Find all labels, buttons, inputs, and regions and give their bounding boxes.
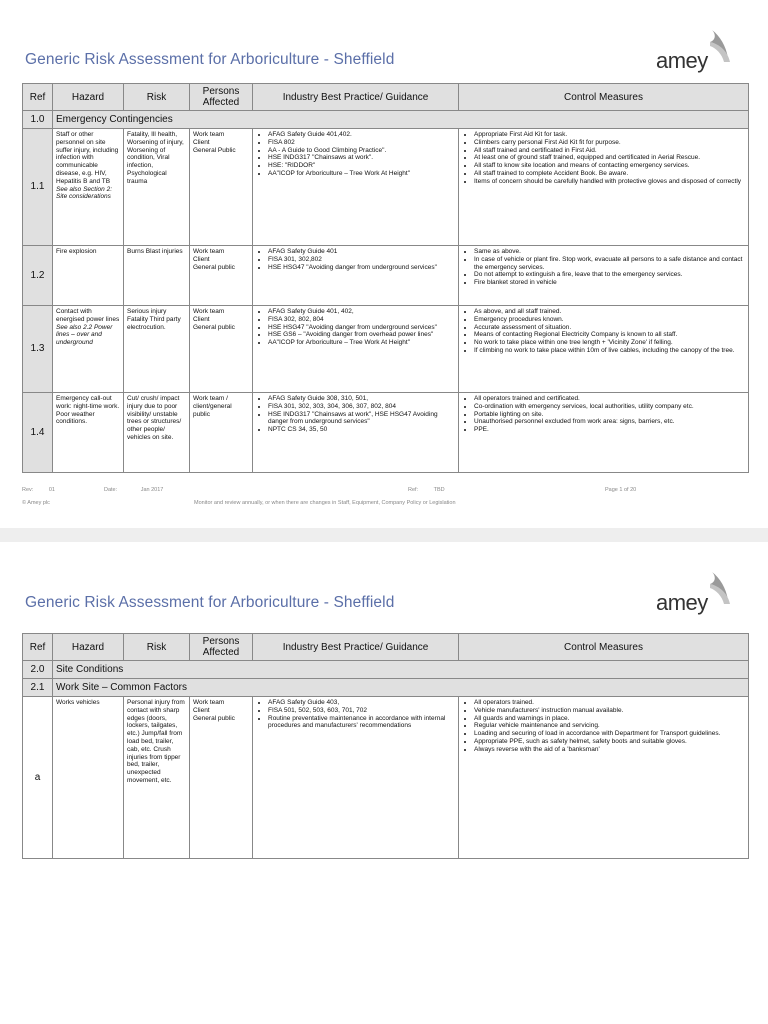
subsection-row (23, 679, 749, 697)
control-item: • No work to take place within one tree length + 'Vicinity Zone' if felling. (474, 339, 745, 347)
table-header-row (23, 84, 749, 111)
control-item: • Accurate assessment of situation. (474, 324, 745, 332)
control-item: • In case of vehicle or plant fire. Stop work, evacuate all persons to a safe distance and contact the emergency services. (474, 256, 745, 272)
person-item: Work team (193, 248, 225, 255)
amey-logo (650, 22, 750, 82)
guidance-item: • FISA 802 (268, 139, 455, 147)
footer-ref-value: TBD (433, 487, 445, 493)
subsection-title: Work Site – Common Factors (53, 679, 749, 697)
document-page-2 (0, 550, 768, 1024)
control-item: • Portable lighting on site. (474, 411, 745, 419)
col-header-guidance: Industry Best Practice/ Guidance (253, 84, 459, 111)
section-title: Site Conditions (53, 661, 749, 679)
hazard-text: Fire explosion (56, 248, 97, 255)
person-item: Client (193, 315, 210, 323)
col-header-persons: Persons Affected (190, 634, 253, 661)
hazard-text: Emergency call-out work: night-time work. Poor weather conditions. (56, 395, 120, 426)
logo-wordmark: amey (656, 48, 708, 73)
page-title: Generic Risk Assessment for Arboriculture - Sheffield (25, 51, 395, 68)
section-ref: 1.0 (23, 111, 53, 129)
footer-rev-value: 01 (48, 487, 55, 493)
footer-rev (22, 487, 55, 493)
control-item: • Regular vehicle maintenance and servicing. (474, 722, 745, 730)
col-header-hazard: Hazard (53, 634, 124, 661)
person-item: Work team (193, 131, 225, 138)
person-item: Work team / client/general public (193, 395, 232, 418)
control-cell (459, 393, 749, 473)
guidance-item: • FISA 501, 502, 503, 603, 701, 702 (268, 707, 455, 715)
control-item: • Unauthorised personnel excluded from work area: signs, barriers, etc. (474, 418, 745, 426)
control-item: • Appropriate PPE, such as safety helmet, safety boots and suitable gloves. (474, 738, 745, 746)
person-item: Client (193, 255, 210, 263)
footer-page-number: Page 1 of 20 (605, 487, 637, 493)
control-item: • All operators trained and certificated. (474, 395, 745, 403)
risk-cell: Personal injury from contact with sharp edges (doors, lockers, tailgates, etc.) Jump/fall from load bed, trailer, cab, etc. Crush injuries from tipper bed, trailer, unexpected movement, etc. (124, 697, 190, 859)
person-item: Work team (193, 308, 225, 315)
footer-date (104, 487, 163, 493)
guidance-item: • AFAG Safety Guide 401, 402, (268, 308, 455, 316)
control-cell (459, 306, 749, 393)
control-item: • All staff to know site location and means of contacting emergency services. (474, 162, 745, 170)
amey-logo (650, 564, 750, 624)
guidance-cell (253, 697, 459, 859)
control-cell (459, 246, 749, 306)
section-row (23, 661, 749, 679)
control-item: • Vehicle manufacturers' instruction manual available. (474, 707, 745, 715)
control-item: • Emergency procedures known. (474, 316, 745, 324)
guidance-item: • FISA 301, 302, 303, 304, 306, 307, 802, 804 (268, 403, 455, 411)
guidance-item: • HSE GS6 – "Avoiding danger from overhead power lines" (268, 331, 455, 339)
col-header-ref: Ref (23, 84, 53, 111)
col-header-control: Control Measures (459, 84, 749, 111)
hazard-note: See also 2.2 Power lines – over and underground (56, 323, 113, 347)
control-item: • All guards and warnings in place. (474, 715, 745, 723)
person-item: Client (193, 138, 210, 146)
hazard-cell (53, 306, 124, 393)
page-title: Generic Risk Assessment for Arboriculture - Sheffield (25, 594, 395, 611)
footer-date-value: Jan 2017 (140, 487, 164, 493)
control-item: • Do not attempt to extinguish a fire, leave that to the emergency services. (474, 271, 745, 279)
control-item: • All staff trained and certificated in First Aid. (474, 147, 745, 155)
table-row (23, 306, 749, 393)
control-item: • Always reverse with the aid of a 'banksman' (474, 746, 745, 754)
table-header-row (23, 634, 749, 661)
guidance-item: • HSE INDG317 "Chainsaws at work", HSE HSG47 Avoiding danger from underground services" (268, 411, 455, 427)
footer-note: Monitor and review annually, or when there are changes in Staff, Equipment, Company Policy or Legislation (194, 500, 456, 506)
footer-ref (408, 487, 445, 493)
subsection-ref: 2.1 (23, 679, 53, 697)
col-header-control: Control Measures (459, 634, 749, 661)
person-item: General Public (193, 146, 236, 154)
col-header-risk: Risk (124, 84, 190, 111)
row-ref: 1.2 (23, 246, 53, 306)
hazard-note: See also Section 2: Site considerations (56, 185, 113, 201)
guidance-item: • AA"ICOP for Arboriculture – Tree Work At Height" (268, 170, 455, 178)
persons-cell (190, 129, 253, 246)
col-header-guidance: Industry Best Practice/ Guidance (253, 634, 459, 661)
guidance-cell (253, 246, 459, 306)
control-item: • PPE. (474, 426, 745, 434)
risk-cell: Serious injury Fatality Third party electrocution. (124, 306, 190, 393)
section-title: Emergency Contingencies (53, 111, 749, 129)
section-ref: 2.0 (23, 661, 53, 679)
col-header-hazard: Hazard (53, 84, 124, 111)
table-row (23, 129, 749, 246)
logo-wordmark: amey (656, 590, 708, 615)
guidance-item: • AA - A Guide to Good Climbing Practice". (268, 147, 455, 155)
control-item: • All operators trained. (474, 699, 745, 707)
guidance-item: • AFAG Safety Guide 401,402. (268, 131, 455, 139)
guidance-cell (253, 393, 459, 473)
risk-cell: Burns Blast injuries (124, 246, 190, 306)
control-item: • As above, and all staff trained. (474, 308, 745, 316)
row-ref: 1.3 (23, 306, 53, 393)
guidance-item: • Routine preventative maintenance in accordance with internal procedures and manufacturers' recommendations (268, 715, 455, 731)
risk-cell: Cut/ crush/ impact injury due to poor visibility/ unstable trees or structures/ other people/ vehicles on site. (124, 393, 190, 473)
person-item: Work team (193, 699, 225, 706)
persons-cell (190, 697, 253, 859)
guidance-item: • AFAG Safety Guide 403, (268, 699, 455, 707)
guidance-item: • FISA 302, 802, 804 (268, 316, 455, 324)
person-item: General public (193, 714, 235, 722)
guidance-cell (253, 306, 459, 393)
hazard-cell (53, 393, 124, 473)
hazard-cell (53, 129, 124, 246)
control-cell (459, 697, 749, 859)
guidance-item: • HSE: "RIDDOR" (268, 162, 455, 170)
guidance-cell (253, 129, 459, 246)
guidance-item: • HSE HSG47 "Avoiding danger from underground services" (268, 264, 455, 272)
guidance-item: • HSE HSG47 "Avoiding danger from underground services" (268, 324, 455, 332)
hazard-cell (53, 246, 124, 306)
table-row (23, 393, 749, 473)
row-ref: 1.1 (23, 129, 53, 246)
control-item: • Co-ordination with emergency services, local authorities, utility company etc. (474, 403, 745, 411)
control-item: • Climbers carry personal First Aid Kit fit for purpose. (474, 139, 745, 147)
col-header-ref: Ref (23, 634, 53, 661)
persons-cell (190, 393, 253, 473)
row-ref: a (23, 697, 53, 859)
page-separator (0, 528, 768, 542)
section-row (23, 111, 749, 129)
person-item: General public (193, 323, 235, 331)
control-item: • Appropriate First Aid Kit for task. (474, 131, 745, 139)
control-item: • All staff trained to complete Accident Book. Be aware. (474, 170, 745, 178)
guidance-item: • AFAG Safety Guide 401 (268, 248, 455, 256)
person-item: Client (193, 706, 210, 714)
row-ref: 1.4 (23, 393, 53, 473)
control-cell (459, 129, 749, 246)
persons-cell (190, 246, 253, 306)
table-row (23, 697, 749, 859)
guidance-item: • AA"ICOP for Arboriculture – Tree Work At Height" (268, 339, 455, 347)
table-row (23, 246, 749, 306)
risk-cell: Fatality, Ill health, Worsening of injury, Worsening of condition, Viral infection, Psychological trauma (124, 129, 190, 246)
hazard-text: Contact with energised power lines (56, 308, 120, 323)
guidance-item: • AFAG Safety Guide 308, 310, 501, (268, 395, 455, 403)
control-item: • At least one of ground staff trained, equipped and certificated in Aerial Rescue. (474, 154, 745, 162)
guidance-item: • NPTC CS 34, 35, 50 (268, 426, 455, 434)
col-header-persons: Persons Affected (190, 84, 253, 111)
guidance-item: • FISA 301, 302,802 (268, 256, 455, 264)
hazard-cell: Works vehicles (53, 697, 124, 859)
guidance-item: • HSE INDG317 "Chainsaws at work". (268, 154, 455, 162)
control-item: • Loading and securing of load in accordance with Department for Transport guidelines. (474, 730, 745, 738)
footer-copyright: © Amey plc (22, 500, 50, 506)
persons-cell (190, 306, 253, 393)
footer-ref-label: Ref: (408, 487, 419, 493)
footer-date-label: Date: (104, 487, 118, 493)
col-header-risk: Risk (124, 634, 190, 661)
control-item: • Items of concern should be carefully handled with protective gloves and disposed of correctly (474, 178, 745, 186)
control-item: • Fire blanket stored in vehicle (474, 279, 745, 287)
risk-table-2 (22, 633, 749, 859)
control-item: • Same as above. (474, 248, 745, 256)
person-item: General public (193, 263, 235, 271)
hazard-text: Staff or other personnel on site suffer injury, including infection with communicable disease, e.g. HIV, Hepatitis B and TB (56, 131, 119, 185)
risk-table-1 (22, 83, 749, 473)
footer-rev-label: Rev: (22, 487, 34, 493)
control-item: • If climbing no work to take place within 10m of live cables, including the canopy of the tree. (474, 347, 745, 355)
control-item: • Means of contacting Regional Electricity Company is known to all staff. (474, 331, 745, 339)
